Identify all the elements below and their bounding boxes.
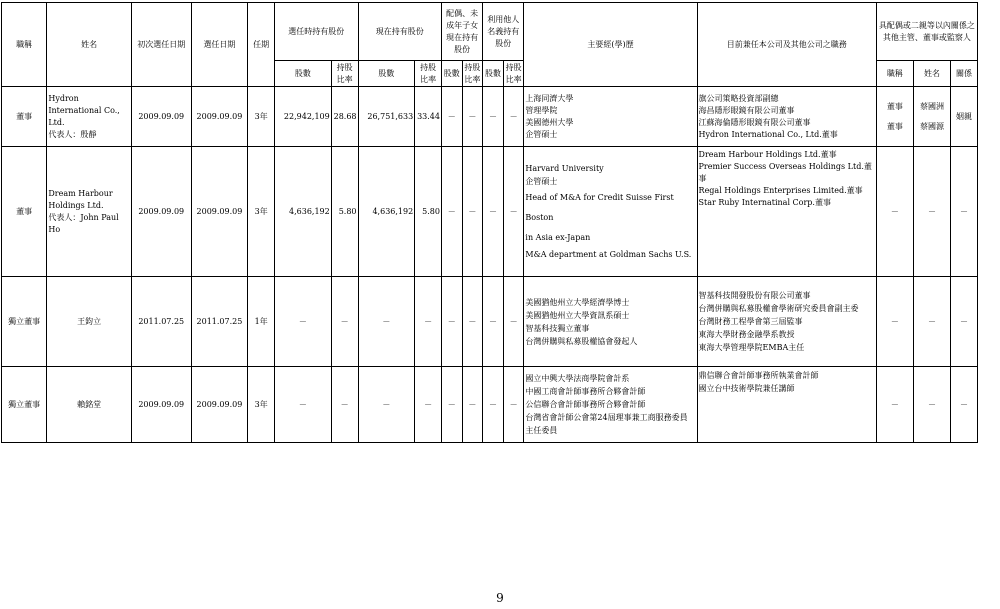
concurrent-line: Dream Harbour Holdings Ltd.董事 bbox=[698, 150, 837, 159]
first-elected-date: 2009.09.09 bbox=[131, 367, 191, 443]
relative-title-line: 董事 bbox=[886, 121, 903, 131]
director-name: 王鈞立 bbox=[47, 277, 132, 367]
education-line: 中國工商會計師事務所合夥會計師 bbox=[525, 387, 646, 396]
header-shares: 股數 bbox=[441, 61, 462, 87]
election-shares: 22,942,109 bbox=[275, 87, 332, 147]
concurrent-line: Hydron International Co., Ltd.董事 bbox=[698, 129, 838, 139]
nominee-ratio: － bbox=[503, 147, 524, 277]
header-shares: 股數 bbox=[483, 61, 504, 87]
concurrent-line: 東海大學財務金融學系教授 bbox=[698, 330, 795, 339]
concurrent-line: 旗公司策略投資部副總 bbox=[698, 93, 779, 103]
election-ratio: 28.68 bbox=[331, 87, 358, 147]
concurrent-line: 智基科技開發股份有限公司董事 bbox=[698, 291, 811, 300]
header-rel-title: 職稱 bbox=[876, 61, 913, 87]
education-line: 上海同濟大學 bbox=[525, 93, 574, 103]
term: 3年 bbox=[248, 87, 275, 147]
education-line: 智基科技獨立董事 bbox=[525, 323, 590, 333]
relative-name-line: 蔡國源 bbox=[920, 121, 944, 131]
education-line: 台灣併購與私募股權協會發起人 bbox=[525, 336, 638, 346]
current-shares: － bbox=[358, 367, 415, 443]
nominee-shares: － bbox=[483, 277, 504, 367]
header-elected: 選任日期 bbox=[191, 3, 248, 87]
concurrent-line: 台灣財務工程學會第三屆監事 bbox=[698, 317, 803, 326]
current-ratio: － bbox=[415, 277, 442, 367]
nominee-ratio: － bbox=[503, 87, 524, 147]
education-line: 美國德州大學 bbox=[525, 117, 574, 127]
current-shares: 26,751,633 bbox=[358, 87, 415, 147]
header-shares: 股數 bbox=[358, 61, 415, 87]
header-spouse-minor: 配偶、未成年子女現在持有股份 bbox=[441, 3, 482, 61]
current-ratio: 5.80 bbox=[415, 147, 442, 277]
relative-name: － bbox=[913, 147, 950, 277]
spouse-ratio: － bbox=[462, 367, 483, 443]
header-ratio: 持股比率 bbox=[415, 61, 442, 87]
nominee-ratio: － bbox=[503, 277, 524, 367]
education-line: Boston bbox=[525, 213, 554, 222]
concurrent-line: 台灣併購與私募股權會學術研究委員會副主委 bbox=[698, 304, 859, 313]
education-line: 企管碩士 bbox=[525, 177, 558, 186]
header-first-elected: 初次選任日期 bbox=[131, 3, 191, 87]
current-ratio: 33.44 bbox=[415, 87, 442, 147]
education bbox=[524, 367, 697, 443]
relative-name: － bbox=[913, 367, 950, 443]
header-nominee: 利用他人名義持有股份 bbox=[483, 3, 524, 61]
header-ratio: 持股比率 bbox=[462, 61, 483, 87]
header-shares-current: 現在持有股份 bbox=[358, 3, 441, 61]
spouse-ratio: － bbox=[462, 147, 483, 277]
table-row bbox=[2, 87, 978, 147]
concurrent-positions bbox=[697, 277, 876, 367]
nominee-ratio: － bbox=[503, 367, 524, 443]
header-rel-name: 姓名 bbox=[913, 61, 950, 87]
header-term: 任期 bbox=[248, 3, 275, 87]
nominee-shares: － bbox=[483, 147, 504, 277]
current-shares: 4,636,192 bbox=[358, 147, 415, 277]
spouse-shares: － bbox=[441, 147, 462, 277]
header-rel-relation: 關係 bbox=[951, 61, 978, 87]
name-line: 代表人：殷靜 bbox=[48, 129, 97, 139]
elected-date: 2011.07.25 bbox=[191, 277, 248, 367]
relative-name: － bbox=[913, 277, 950, 367]
concurrent-line: Premier Success Overseas Holdings Ltd.董事 bbox=[698, 162, 872, 183]
concurrent-line: Star Ruby Internatinal Corp.董事 bbox=[698, 198, 831, 207]
spouse-shares: － bbox=[441, 277, 462, 367]
spouse-shares: － bbox=[441, 367, 462, 443]
education-line: 國立中興大學法商學院會計系 bbox=[525, 374, 630, 383]
relative-title bbox=[876, 87, 913, 147]
director-name bbox=[47, 87, 132, 147]
current-shares: － bbox=[358, 277, 415, 367]
concurrent-line: 鼎信聯合會計師事務所執業會計師 bbox=[698, 371, 819, 380]
header-title: 職稱 bbox=[2, 3, 47, 87]
director-name bbox=[47, 147, 132, 277]
concurrent-positions bbox=[697, 147, 876, 277]
education bbox=[524, 87, 697, 147]
relative-relation: 姻親 bbox=[951, 87, 978, 147]
relative-relation: － bbox=[951, 277, 978, 367]
education-line: 管理學院 bbox=[525, 105, 558, 115]
education-line: in Asia ex-Japan bbox=[525, 233, 591, 242]
director-title: 獨立董事 bbox=[2, 277, 47, 367]
elected-date: 2009.09.09 bbox=[191, 147, 248, 277]
header-shares-at-election: 選任時持有股份 bbox=[275, 3, 358, 61]
name-line: 代表人：John Paul Ho bbox=[48, 212, 119, 234]
election-shares: 4,636,192 bbox=[275, 147, 332, 277]
election-ratio: － bbox=[331, 277, 358, 367]
spouse-shares: － bbox=[441, 87, 462, 147]
relative-relation: － bbox=[951, 147, 978, 277]
table-row bbox=[2, 367, 978, 443]
header-education: 主要經(學)歷 bbox=[524, 3, 697, 87]
name-line: Dream Harbour Holdings Ltd. bbox=[48, 188, 113, 210]
director-title: 董事 bbox=[2, 87, 47, 147]
first-elected-date: 2011.07.25 bbox=[131, 277, 191, 367]
directors-table bbox=[1, 2, 978, 443]
education bbox=[524, 147, 697, 277]
relative-title: － bbox=[876, 147, 913, 277]
education-line: Harvard University bbox=[525, 164, 604, 173]
election-ratio: 5.80 bbox=[331, 147, 358, 277]
nominee-shares: － bbox=[483, 87, 504, 147]
education-line: M&A department at Goldman Sachs U.S. bbox=[525, 250, 692, 259]
election-shares: － bbox=[275, 367, 332, 443]
header-shares: 股數 bbox=[275, 61, 332, 87]
concurrent-positions bbox=[697, 87, 876, 147]
header-ratio: 持股比率 bbox=[331, 61, 358, 87]
education-line: 美國猶他州立大學經濟學博士 bbox=[525, 297, 630, 307]
relative-relation: － bbox=[951, 367, 978, 443]
first-elected-date: 2009.09.09 bbox=[131, 147, 191, 277]
relative-name-line: 蔡國洲 bbox=[920, 101, 944, 111]
concurrent-line: Regal Holdings Enterprises Limited.董事 bbox=[698, 186, 863, 195]
spouse-ratio: － bbox=[462, 277, 483, 367]
header-ratio: 持股比率 bbox=[503, 61, 524, 87]
table-row bbox=[2, 147, 978, 277]
education-line: 企管碩士 bbox=[525, 129, 558, 139]
election-ratio: － bbox=[331, 367, 358, 443]
concurrent-line: 東海大學管理學院EMBA主任 bbox=[698, 343, 805, 352]
concurrent-positions bbox=[697, 367, 876, 443]
current-ratio: － bbox=[415, 367, 442, 443]
director-title: 獨立董事 bbox=[2, 367, 47, 443]
nominee-shares: － bbox=[483, 367, 504, 443]
education-line: 美國猶他州立大學資訊系碩士 bbox=[525, 310, 630, 320]
header-name: 姓名 bbox=[47, 3, 132, 87]
relative-title: － bbox=[876, 367, 913, 443]
education-line: 公信聯合會計師事務所合夥會計師 bbox=[525, 400, 646, 409]
concurrent-line: 海昌隱形眼鏡有限公司董事 bbox=[698, 105, 795, 115]
term: 3年 bbox=[248, 367, 275, 443]
name-line: Hydron International Co., Ltd. bbox=[48, 93, 120, 127]
relative-name bbox=[913, 87, 950, 147]
election-shares: － bbox=[275, 277, 332, 367]
relative-title-line: 董事 bbox=[886, 101, 903, 111]
spouse-ratio: － bbox=[462, 87, 483, 147]
elected-date: 2009.09.09 bbox=[191, 87, 248, 147]
term: 1年 bbox=[248, 277, 275, 367]
header-concurrent: 目前兼任本公司及其他公司之職務 bbox=[697, 3, 876, 87]
concurrent-line: 國立台中技術學院兼任講師 bbox=[698, 384, 795, 393]
concurrent-line: 江蘇海倫隱形眼鏡有限公司董事 bbox=[698, 117, 811, 127]
education-line: 台灣省會計師公會第24屆理事兼工商服務委員主任委員 bbox=[525, 413, 688, 435]
education bbox=[524, 277, 697, 367]
term: 3年 bbox=[248, 147, 275, 277]
elected-date: 2009.09.09 bbox=[191, 367, 248, 443]
relative-title: － bbox=[876, 277, 913, 367]
page-number: 9 bbox=[496, 591, 504, 605]
header-relatives: 具配偶或二親等以內關係之其他主管、董事或監察人 bbox=[876, 3, 977, 61]
director-title: 董事 bbox=[2, 147, 47, 277]
first-elected-date: 2009.09.09 bbox=[131, 87, 191, 147]
director-name: 賴銘堂 bbox=[47, 367, 132, 443]
education-line: Head of M&A for Credit Suisse First bbox=[525, 193, 674, 202]
table-row bbox=[2, 277, 978, 367]
header-row-1 bbox=[2, 3, 978, 61]
